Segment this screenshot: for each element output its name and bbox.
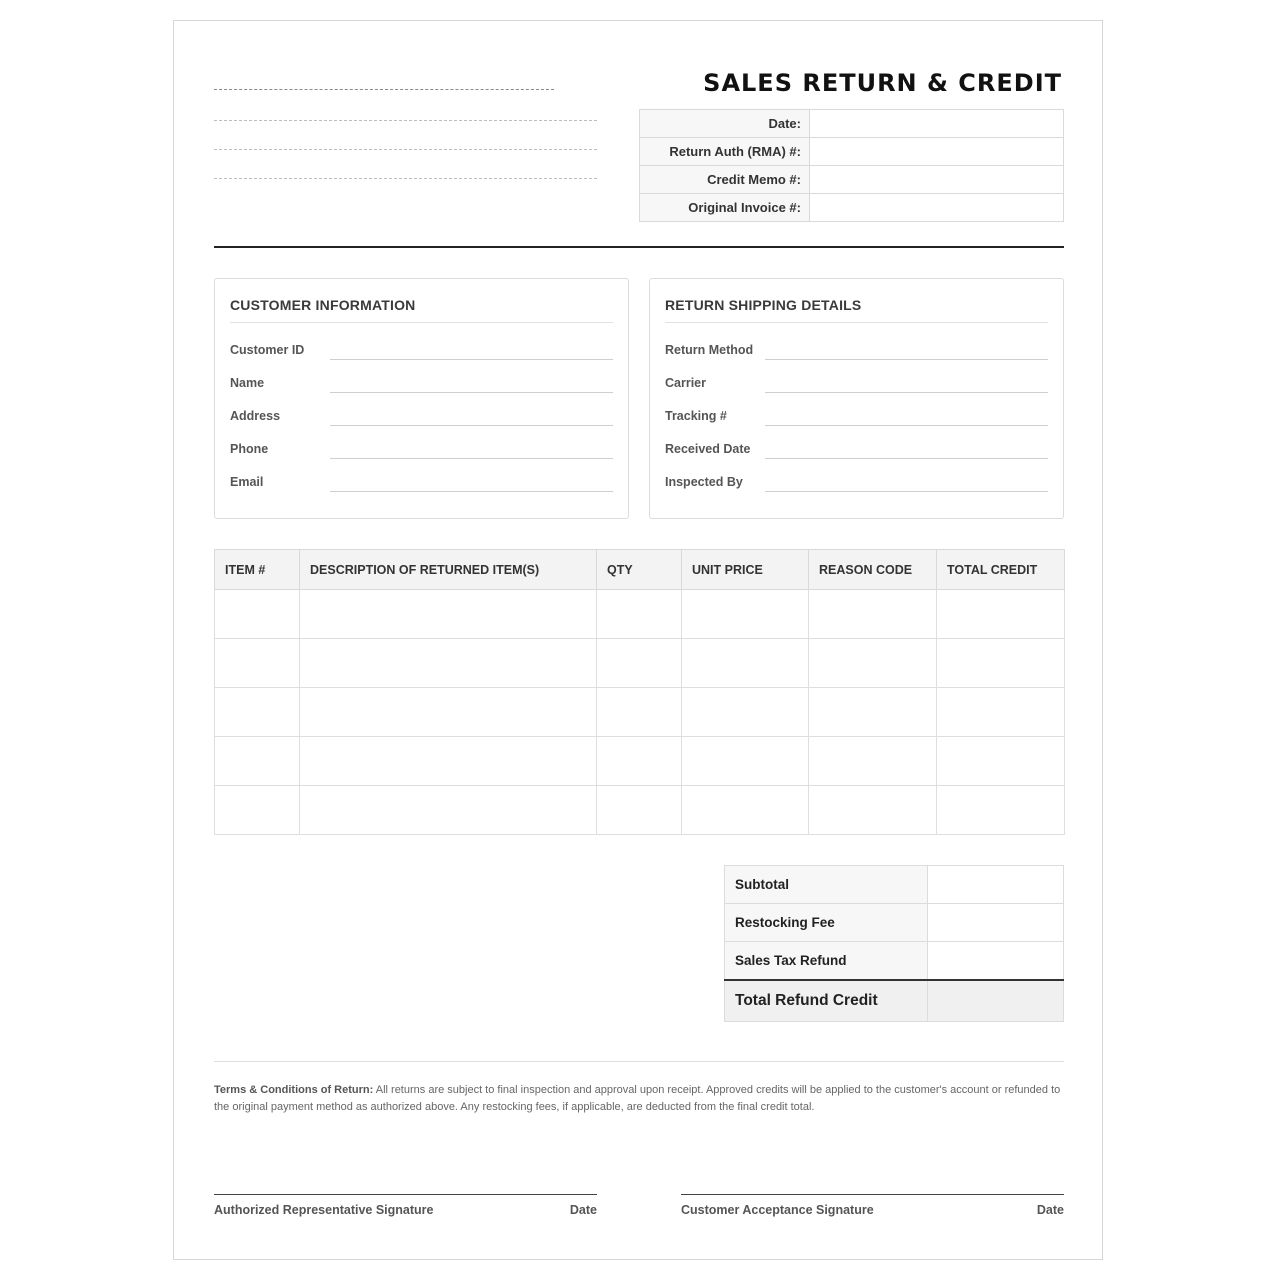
return-shipping-title: RETURN SHIPPING DETAILS — [665, 297, 862, 313]
column-header-total-credit: TOTAL CREDIT — [937, 550, 1065, 590]
table-cell[interactable] — [809, 639, 937, 688]
total-refund-credit-row — [725, 980, 1064, 1022]
table-row — [215, 786, 1065, 835]
company-address-line-3[interactable] — [214, 178, 597, 179]
customer-address-input[interactable] — [330, 425, 613, 426]
table-cell[interactable] — [215, 639, 300, 688]
meta-row-rma — [640, 138, 1064, 166]
returned-items-table — [214, 549, 1065, 835]
column-header-reason-code: REASON CODE — [809, 550, 937, 590]
table-cell[interactable] — [300, 688, 597, 737]
table-cell[interactable] — [682, 590, 809, 639]
table-cell[interactable] — [300, 639, 597, 688]
field-label: Return Method — [665, 343, 754, 357]
table-cell[interactable] — [215, 737, 300, 786]
restocking-fee-label: Restocking Fee — [725, 904, 928, 942]
document-title: SALES RETURN & CREDIT — [703, 69, 1062, 97]
sales-tax-refund-value[interactable] — [928, 942, 1064, 980]
field-label: Address — [230, 409, 281, 423]
authorized-representative-signature-line[interactable] — [214, 1194, 597, 1225]
field-label: Inspected By — [665, 475, 743, 489]
field-label: Email — [230, 475, 264, 489]
table-cell[interactable] — [597, 639, 682, 688]
meta-value-original-invoice[interactable] — [810, 194, 1064, 222]
table-cell[interactable] — [809, 786, 937, 835]
meta-label: Credit Memo #: — [640, 166, 810, 194]
company-address-line-2[interactable] — [214, 149, 597, 150]
column-header-unit-price: UNIT PRICE — [682, 550, 809, 590]
terms-body: All returns are subject to final inspection and approval upon receipt. Approved credits will be applied to the customer's account or refunded to the original payment method as authorized above. Any restocking fees, if applicable, are deducted from the final credit total. — [214, 1084, 1061, 1113]
field-customer-id — [230, 339, 613, 359]
table-row — [215, 590, 1065, 639]
customer-acceptance-date-label: Date — [1036, 1203, 1064, 1217]
table-cell[interactable] — [809, 590, 937, 639]
table-cell[interactable] — [937, 786, 1065, 835]
section-divider — [230, 322, 613, 323]
field-label: Received Date — [665, 442, 751, 456]
subtotal-value[interactable] — [928, 866, 1064, 904]
table-cell[interactable] — [937, 590, 1065, 639]
table-cell[interactable] — [809, 737, 937, 786]
header-divider — [214, 246, 1064, 248]
received-date-input[interactable] — [765, 458, 1048, 459]
restocking-fee-value[interactable] — [928, 904, 1064, 942]
field-email — [230, 471, 613, 491]
company-name-line[interactable] — [214, 89, 554, 90]
inspected-by-input[interactable] — [765, 491, 1048, 492]
column-header-qty: QTY — [597, 550, 682, 590]
field-phone — [230, 438, 613, 458]
meta-value-credit-memo[interactable] — [810, 166, 1064, 194]
field-label: Customer ID — [230, 343, 305, 357]
table-cell[interactable] — [937, 639, 1065, 688]
restocking-fee-row — [725, 904, 1064, 942]
customer-id-input[interactable] — [330, 359, 613, 360]
totals-table — [724, 865, 1064, 1022]
document-page — [173, 20, 1103, 1260]
table-cell[interactable] — [597, 737, 682, 786]
company-address-line-1[interactable] — [214, 120, 597, 121]
field-tracking — [665, 405, 1048, 425]
column-header-description: DESCRIPTION OF RETURNED ITEM(S) — [300, 550, 597, 590]
meta-row-date — [640, 110, 1064, 138]
authorized-representative-signature-label: Authorized Representative Signature — [214, 1203, 434, 1217]
field-return-method — [665, 339, 1048, 359]
table-cell[interactable] — [682, 688, 809, 737]
table-row — [215, 737, 1065, 786]
table-cell[interactable] — [597, 786, 682, 835]
customer-acceptance-signature-label: Customer Acceptance Signature — [681, 1203, 874, 1217]
table-cell[interactable] — [597, 590, 682, 639]
table-cell[interactable] — [300, 590, 597, 639]
customer-information-box — [214, 278, 629, 519]
terms-heading: Terms & Conditions of Return: — [214, 1084, 374, 1096]
tracking-input[interactable] — [765, 425, 1048, 426]
customer-name-input[interactable] — [330, 392, 613, 393]
field-carrier — [665, 372, 1048, 392]
customer-email-input[interactable] — [330, 491, 613, 492]
field-label: Name — [230, 376, 265, 390]
total-refund-credit-value[interactable] — [928, 980, 1064, 1022]
document-meta-table — [639, 109, 1064, 222]
column-header-item-number: ITEM # — [215, 550, 300, 590]
meta-row-credit-memo — [640, 166, 1064, 194]
field-label: Carrier — [665, 376, 706, 390]
table-row — [215, 688, 1065, 737]
field-inspected-by — [665, 471, 1048, 491]
field-name — [230, 372, 613, 392]
terms-divider — [214, 1061, 1064, 1062]
customer-phone-input[interactable] — [330, 458, 613, 459]
meta-label: Date: — [640, 110, 810, 138]
table-cell[interactable] — [215, 786, 300, 835]
total-refund-credit-label: Total Refund Credit — [725, 980, 928, 1022]
field-label: Phone — [230, 442, 269, 456]
table-cell[interactable] — [809, 688, 937, 737]
section-divider — [665, 322, 1048, 323]
terms-and-conditions — [214, 1082, 1064, 1116]
authorized-representative-date-label: Date — [569, 1203, 597, 1217]
table-header-row — [215, 550, 1065, 590]
table-cell[interactable] — [682, 737, 809, 786]
subtotal-label: Subtotal — [725, 866, 928, 904]
table-cell[interactable] — [682, 639, 809, 688]
customer-acceptance-signature-line[interactable] — [681, 1194, 1064, 1225]
table-cell[interactable] — [215, 590, 300, 639]
table-cell[interactable] — [215, 688, 300, 737]
return-shipping-box — [649, 278, 1064, 519]
table-row — [215, 639, 1065, 688]
meta-row-original-invoice — [640, 194, 1064, 222]
return-method-input[interactable] — [765, 359, 1048, 360]
table-cell[interactable] — [300, 737, 597, 786]
meta-value-rma[interactable] — [810, 138, 1064, 166]
sales-tax-refund-row — [725, 942, 1064, 980]
field-address — [230, 405, 613, 425]
field-received-date — [665, 438, 1048, 458]
field-label: Tracking # — [665, 409, 727, 423]
table-cell[interactable] — [597, 688, 682, 737]
carrier-input[interactable] — [765, 392, 1048, 393]
sales-tax-refund-label: Sales Tax Refund — [725, 942, 928, 980]
table-cell[interactable] — [937, 688, 1065, 737]
customer-information-title: CUSTOMER INFORMATION — [230, 297, 416, 313]
meta-label: Original Invoice #: — [640, 194, 810, 222]
table-cell[interactable] — [682, 786, 809, 835]
subtotal-row — [725, 866, 1064, 904]
meta-value-date[interactable] — [810, 110, 1064, 138]
table-cell[interactable] — [937, 737, 1065, 786]
table-cell[interactable] — [300, 786, 597, 835]
meta-label: Return Auth (RMA) #: — [640, 138, 810, 166]
